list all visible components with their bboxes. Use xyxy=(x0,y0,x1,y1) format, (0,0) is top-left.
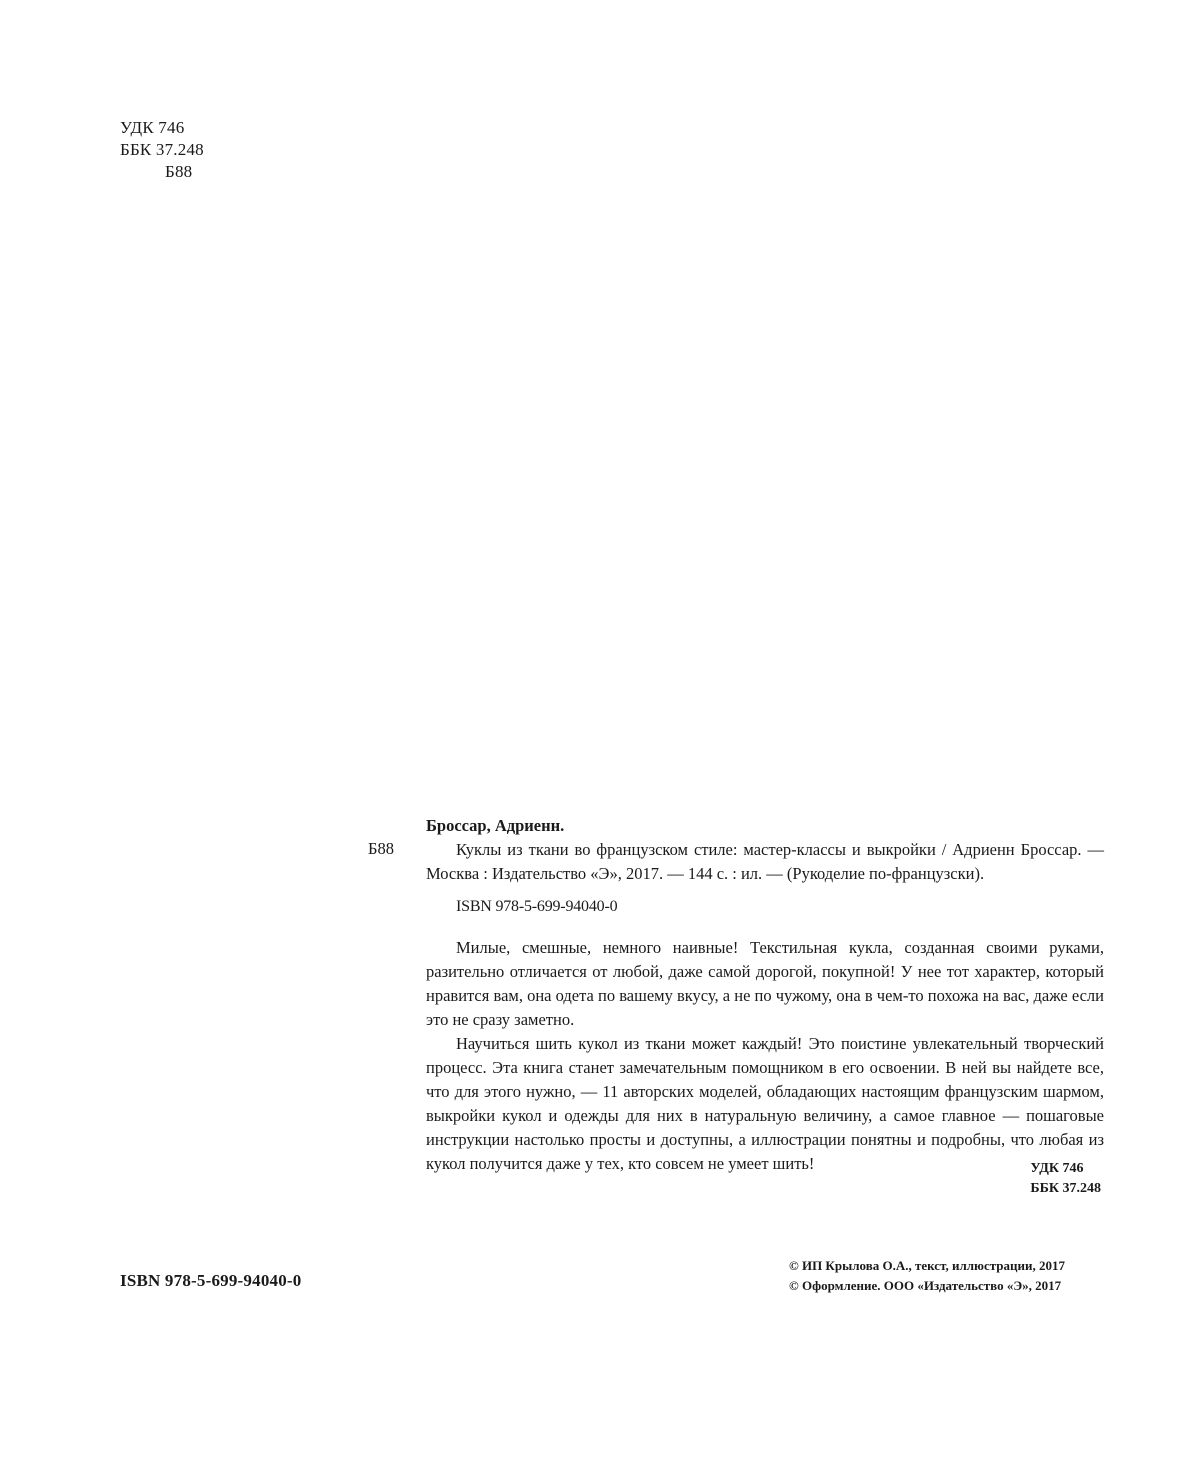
copyright-line-1: © ИП Крылова О.А., текст, иллюстрации, 2017 xyxy=(789,1258,1066,1273)
bbk-code: ББК 37.248 xyxy=(120,140,204,159)
author-code-side: Б88 xyxy=(368,839,394,858)
isbn-bottom: ISBN 978-5-699-94040-0 xyxy=(120,1271,302,1290)
udk-code: УДК 746 xyxy=(120,118,185,137)
udk-code-right: УДК 746 xyxy=(1030,1161,1084,1176)
bibliographic-record xyxy=(426,814,1104,1176)
bbk-code-right: ББК 37.248 xyxy=(1030,1181,1101,1196)
author-code: Б88 xyxy=(165,162,193,181)
book-description: Куклы из ткани во французском стиле: мастер-классы и выкройки / Адриенн Броссар. — Москва : Издательство «Э», 2017. — 144 с. : ил. — (Рукоделие по-французски). xyxy=(426,840,1104,883)
classification-block-top xyxy=(120,117,204,183)
copyright-block xyxy=(789,1256,1065,1296)
author-heading: Броссар, Адриенн. xyxy=(426,816,565,835)
isbn-inline: ISBN 978-5-699-94040-0 xyxy=(456,898,618,915)
classification-block-right xyxy=(1030,1159,1101,1199)
copyright-line-2: © Оформление. ООО «Издательство «Э», 2017 xyxy=(789,1278,1062,1293)
annotation-paragraph-2: Научиться шить кукол из ткани может каждый! Это поистине увлекательный творческий процесс. Эта книга станет замечательным помощником в его освоении. В ней вы найдете все, что для этого нужно, — 11 авторских моделей, обладающих настоящим французским шармом, выкройки кукол и одежды для них в натуральную величину, а самое главное — пошаговые инструкции настолько просты и доступны, а иллюстрации понятны и подробны, что любая из кукол получится даже у тех, кто совсем не умеет шить! xyxy=(426,1034,1104,1173)
annotation-paragraph-1: Милые, смешные, немного наивные! Текстильная кукла, созданная своими руками, разительно отличается от любой, даже самой дорогой, покупной! У нее тот характер, который нравится вам, она одета по вашему вкусу, а не по чужому, она в чем-то похожа на вас, даже если это не сразу заметно. xyxy=(426,938,1104,1029)
